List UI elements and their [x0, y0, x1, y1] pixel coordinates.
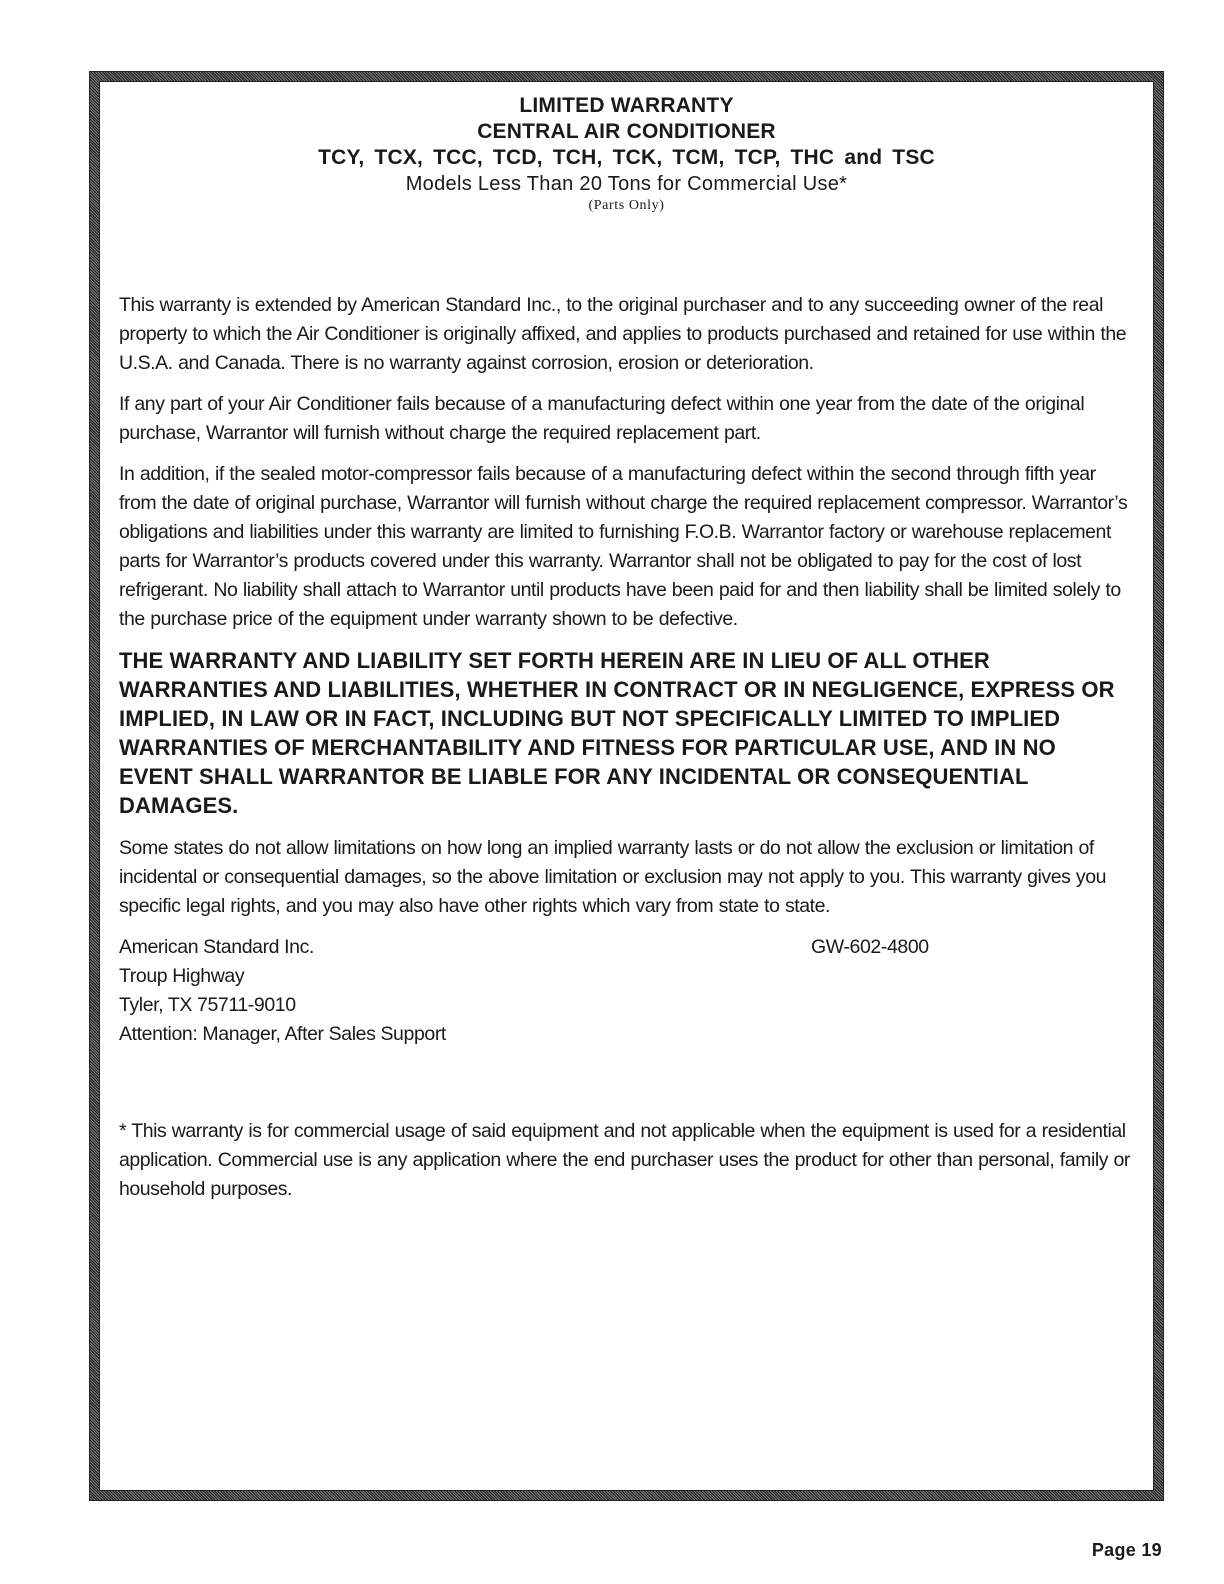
page-number: Page 19	[1091, 1540, 1162, 1560]
warranty-title: LIMITED WARRANTY	[519, 94, 734, 117]
address-street: Troup Highway	[119, 965, 245, 987]
paragraph-coverage: This warranty is extended by American Standard Inc., to the original purchaser and to any succeeding owner of the real property to which the Air Conditioner is originally affixed, and applies to products purchased and retained for use within the U.S.A. and Canada. There is no warranty against corrosion, erosion or deterioration.	[119, 294, 1127, 374]
parts-only-note: (Parts Only)	[588, 198, 665, 213]
liability-disclaimer: THE WARRANTY AND LIABILITY SET FORTH HEREIN ARE IN LIEU OF ALL OTHER WARRANTIES AND LIABILITIES, WHETHER IN CONTRACT OR IN NEGLIGENCE, EXPRESS OR IMPLIED, IN LAW OR IN FACT, INCLUDING BUT NOT SPECIFICALLY LIMITED TO IMPLIED WARRANTIES OF MERCHANTABILITY AND FITNESS FOR PARTICULAR USE, AND IN NO EVENT SHALL WARRANTOR BE LIABLE FOR ANY INCIDENTAL OR CONSEQUENTIAL DAMAGES.	[119, 648, 1115, 818]
commercial-use-footnote: * This warranty is for commercial usage of said equipment and not applicable when the equipment is used for a residential application. Commercial use is any application where the end purchaser uses the product for other than personal, family or household purposes.	[119, 1120, 1130, 1200]
warranty-frame	[90, 72, 1163, 1500]
address-attention: Attention: Manager, After Sales Support	[119, 1023, 446, 1045]
warranty-body	[119, 291, 1134, 1204]
form-code: GW-602-4800	[811, 936, 929, 958]
product-type: CENTRAL AIR CONDITIONER	[477, 120, 776, 143]
address-company: American Standard Inc.	[119, 936, 314, 958]
model-list: TCY, TCX, TCC, TCD, TCH, TCK, TCM, TCP, THC and TSC	[318, 146, 935, 169]
state-rights-note: Some states do not allow limitations on how long an implied warranty lasts or do not allow the exclusion or limitation of incidental or consequential damages, so the above limitation or exclusion may not apply to you. This warranty gives you specific legal rights, and you may also have other rights which vary from state to state.	[119, 837, 1106, 917]
model-scope: Models Less Than 20 Tons for Commercial Use*	[405, 173, 848, 195]
paragraph-first-year: If any part of your Air Conditioner fails because of a manufacturing defect within one year from the date of the original purchase, Warrantor will furnish without charge the required replacement part.	[119, 393, 1085, 444]
address-block	[119, 933, 1134, 1055]
mailing-address	[119, 933, 1134, 1049]
paragraph-compressor: In addition, if the sealed motor-compressor fails because of a manufacturing defect within the second through fifth year from the date of original purchase, Warrantor will furnish without charge the required replacement compressor. Warrantor’s obligations and liabilities under this warranty are limited to furnishing F.O.B. Warrantor factory or warehouse replacement parts for Warrantor’s products covered under this warranty. Warrantor shall not be obligated to pay for the cost of lost refrigerant. No liability shall attach to Warrantor until products have been paid for and then liability shall be limited solely to the purchase price of the equipment under warranty shown to be defective.	[119, 463, 1128, 630]
warranty-header	[99, 93, 1154, 215]
address-city: Tyler, TX 75711-9010	[119, 994, 296, 1016]
